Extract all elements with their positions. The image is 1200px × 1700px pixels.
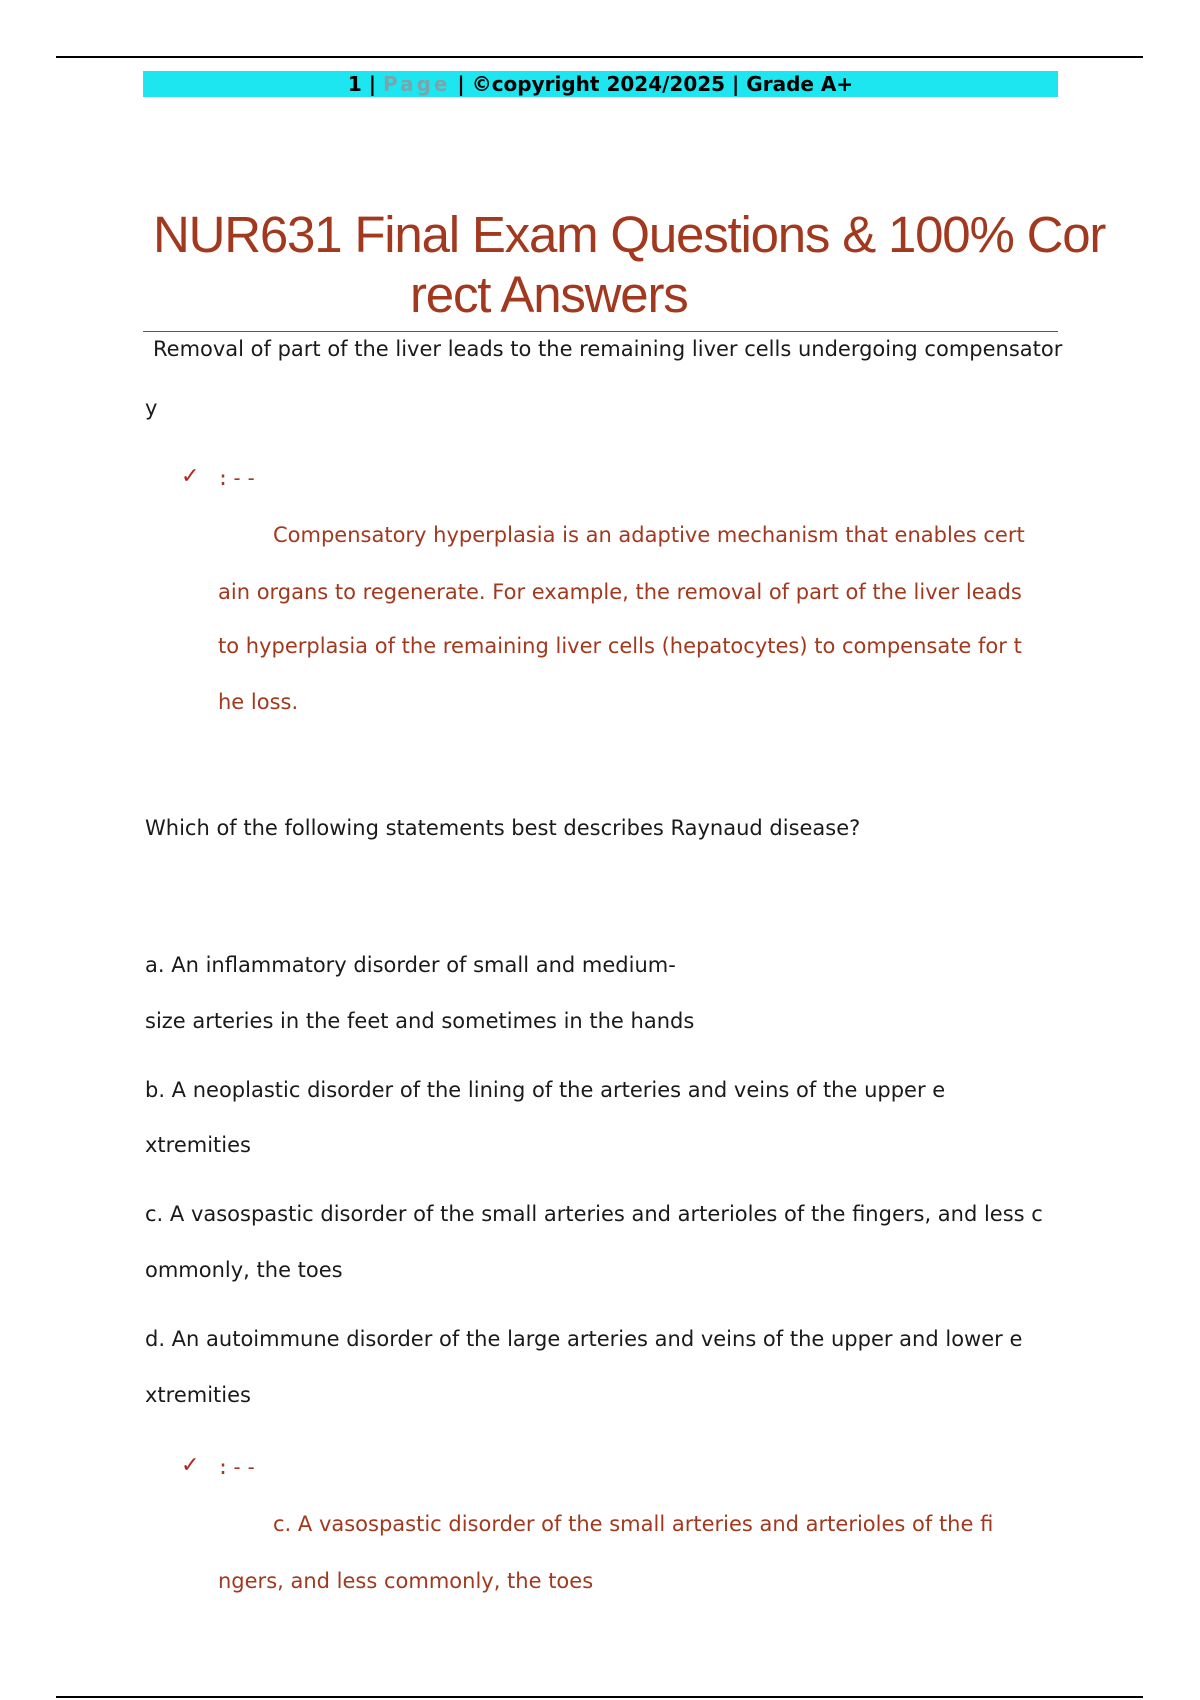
q2-option-a-line-2: size arteries in the feet and sometimes in the hands [145, 1009, 695, 1033]
q1-answer-line-4: he loss. [218, 690, 299, 714]
q2-answer-marker: :-- [217, 1455, 260, 1479]
check-mark-icon: ✓ [181, 1453, 200, 1478]
title-underline [143, 331, 1058, 332]
header-copyright: | ©copyright 2024/2025 | Grade A+ [450, 72, 854, 96]
q2-option-b-line-2: xtremities [145, 1133, 251, 1157]
q1-question-line-2: y [145, 396, 158, 420]
q2-answer-line-2: ngers, and less commonly, the toes [218, 1569, 594, 1593]
q2-question: Which of the following statements best describes Raynaud disease? [145, 816, 861, 840]
title-line-2: rect Answers [410, 266, 688, 323]
title-line-1: NUR631 Final Exam Questions & 100% Cor [153, 206, 1106, 263]
q2-option-d-line-1: d. An autoimmune disorder of the large arteries and veins of the upper and lower e [145, 1327, 1023, 1351]
q1-answer-line-3: to hyperplasia of the remaining liver cells (hepatocytes) to compensate for t [218, 634, 1022, 658]
q2-option-c-line-2: ommonly, the toes [145, 1258, 343, 1282]
page-word: Page [382, 72, 451, 96]
q2-option-c-line-1: c. A vasospastic disorder of the small arteries and arterioles of the fingers, and less c [145, 1202, 1043, 1226]
page-header-bar [143, 71, 1058, 97]
header-separator: | [361, 72, 383, 96]
top-rule [56, 56, 1143, 58]
q1-answer-line-1: Compensatory hyperplasia is an adaptive mechanism that enables cert [273, 523, 1025, 547]
bottom-rule [56, 1696, 1143, 1698]
q1-answer-line-2: ain organs to regenerate. For example, the removal of part of the liver leads [218, 580, 1022, 604]
q2-answer-line-1: c. A vasospastic disorder of the small arteries and arterioles of the fi [273, 1512, 994, 1536]
q2-option-b-line-1: b. A neoplastic disorder of the lining of the arteries and veins of the upper e [145, 1078, 946, 1102]
page-number: 1 [347, 72, 362, 96]
document-title [143, 205, 1106, 325]
q1-answer-marker: :-- [217, 466, 260, 490]
q1-question-line-1: Removal of part of the liver leads to the remaining liver cells undergoing compensator [153, 337, 1063, 361]
check-mark-icon: ✓ [181, 464, 200, 489]
q2-option-d-line-2: xtremities [145, 1383, 251, 1407]
q2-option-a-line-1: a. An inflammatory disorder of small and medium- [145, 953, 676, 977]
